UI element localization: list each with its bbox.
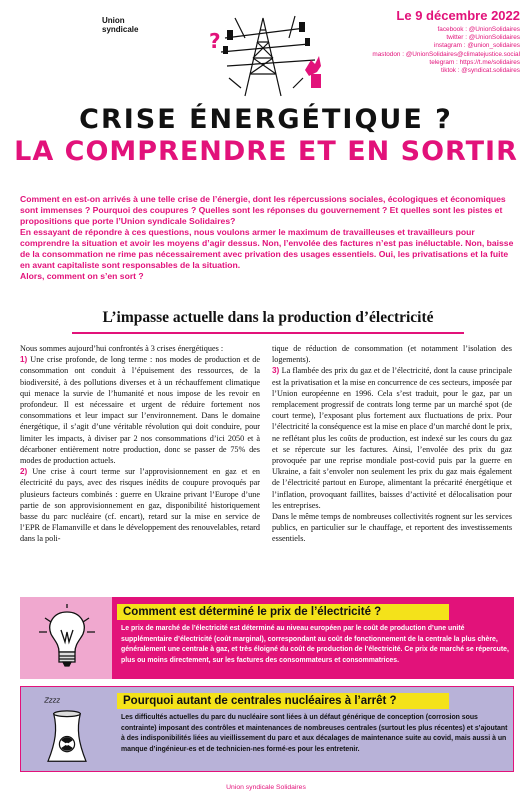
sleep-zzzz-label: Zzzz xyxy=(44,695,61,705)
closing-paragraph: Dans le même temps de nombreuses collectivités rognent sur les services publics, en particulier sur le chauffage, et reportent des investissements essentiels. xyxy=(272,512,512,544)
section-heading: L’impasse actuelle dans la production d’électricité xyxy=(72,308,464,334)
crisis-3 xyxy=(272,365,512,511)
social-links xyxy=(330,26,520,75)
column-right xyxy=(272,343,512,588)
title-line-1: CRISE ÉNERGÉTIQUE ? xyxy=(79,104,453,135)
intro-paragraph-1: Comment en est-on arrivés à une telle crise de l’énergie, dont les répercussions sociales, écologiques et économiques sont immenses ? Pourquoi des coupures ? Quelles sont les réponses du gouvernement ? Et quelles sont les pistes et propositions que porte l’Union syndicale Solidaires? xyxy=(20,194,506,226)
logo-union-syndicale: Union syndicale xyxy=(102,16,139,34)
date-block xyxy=(330,8,520,75)
logo-solidaires: Solidaires xyxy=(18,31,128,59)
nuclear-plant-icon xyxy=(25,691,109,765)
crisis-1-text: Une crise profonde, de long terme : nos modes de production et de consommation ont conduit à l’épuisement des ressources, de la biodiversité, à des pollutions diverses et à un réchauffement climatique qui menace la survie de l’humanité et nous impose de les revoir en profondeur. Il est nécessaire et urgent de réduire fortement nos consommations et leur impact sur l’environnement. Dans le domaine énergétique, il s’agit d’une véritable révolution qui doit conduire, pour limiter les impacts, à diviser par 2 nos consommations d’ici 2050 et à décarboner entièrement notre production, donc se passer de 75% des modes de production actuels. xyxy=(20,355,260,466)
crisis-2-continued: tique de réduction de consommation (et notamment l’isolation des logements). xyxy=(272,344,512,365)
title-line-2: LA COMPRENDRE ET EN SORTIR xyxy=(14,136,518,167)
intro-text xyxy=(20,194,514,282)
crisis-3-number: 3) xyxy=(272,366,280,376)
page-title xyxy=(0,104,532,168)
social-telegram[interactable]: telegram : https://t.me/solidaires xyxy=(429,58,520,66)
electricity-price-box xyxy=(20,597,514,679)
box2-heading: Pourquoi autant de centrales nucléaires à l’arrêt ? xyxy=(117,693,449,709)
crisis-2-text: Une crise à court terme sur l’approvisionnement en gaz et en électricité du pays, avec des risques inédits de coupure provoqués par plusieurs facteurs combinés : guerre en Ukraine privant l’Europe d’une partie de son approvisionnement en gaz, disponibilité historiquement basse du parc nucléaire (cf. encart), retard sur la mise en service de l’EPR de Flamanville et dans le développement des renouvelables, retard dans la poli- xyxy=(20,467,260,544)
box2-body: Les difficultés actuelles du parc du nucléaire sont liées à un défaut générique de conception (corrosion sous contrainte) imposant des contrôles et maintenances de nombreuses centrales (surtout les plus récentes) et s’ajoutant à des indisponibilités liées au vieillissement du parc et aux décalages de maintenance suite au covid, mais aussi à un manque d’ingénieur-es et de technicien-nes formé-es pour les entretenir. xyxy=(121,714,508,753)
solidaires-logo xyxy=(10,14,140,64)
lightbulb-icon xyxy=(25,602,109,676)
box1-body: Le prix de marché de l’électricité est déterminé au niveau européen par le coût de production d’une unité supplémentaire d’électricité (coût marginal), correspondant au coût de fonctionnement de la centrale la plus chère, généralement une centrale à gaz, et très éloigné du coût de production de l’électricité. Ce prix de marché se répercute, plus ou moins directement, sur les factures des consommateurs et consommatrices. xyxy=(121,625,509,664)
crisis-2 xyxy=(20,466,260,544)
intro-paragraph-2: En essayant de répondre à ces questions, nous voulons armer le maximum de travailleuses et travailleurs pour comprendre la situation et avoir les moyens d’agir dessus. Non, l’envolée des factures n’est pas inéluctable. Non, baisse de la consommation ne rime pas nécessairement avec privation des usages essentiels. Oui, les privatisations et la fuite en avant capitaliste sont responsables de la situation. xyxy=(20,227,514,270)
social-twitter[interactable]: twitter : @UnionSolidaires xyxy=(446,34,520,42)
social-tiktok[interactable]: tiktok : @syndicat.solidaires xyxy=(441,67,520,75)
crisis-3-text: La flambée des prix du gaz et de l’électricité, dont la cause principale est la privatisation et la mise en concurrence de ces secteurs, imposée par l’Union européenne en 1996. Cela s’est traduit, pour le gaz, par un remplacement progressif de contrats long terme par un marché spot (de court terme), l’exposant plus fortement aux fluctuations de prix. Pour l’électricité la conséquence est la mise en place d’un marché dont le prix, ne reflétant plus les coûts de production, est indexé sur les cours du gaz et se répercute sur les factures. Ainsi, l’envolée des prix du gaz provoquée par une reprise mondiale post-covid puis par la guerre en Ukraine, a fait s’envoler non seulement les prix du gaz mais également de l’électricité partout en Europe, alimentant la précarité énergétique et l’inflation, provoquant faillites, baisses d’activité et délocalisation pour les entreprises. xyxy=(272,366,512,510)
intro-paragraph-3: Alors, comment on s’en sort ? xyxy=(20,271,144,281)
pylon-illustration xyxy=(205,8,329,98)
crisis-2-number: 2) xyxy=(20,467,28,477)
publication-date: Le 9 décembre 2022 xyxy=(396,8,520,23)
social-facebook[interactable]: facebook : @UnionSolidaires xyxy=(437,26,520,33)
crisis-1-number: 1) xyxy=(20,355,28,365)
footer-text: Union syndicale Solidaires xyxy=(226,784,306,791)
social-mastodon[interactable]: mastodon : @UnionSolidaires@climatejustice.social xyxy=(372,50,520,58)
question-mark-icon: ? xyxy=(209,29,221,53)
crisis-1 xyxy=(20,354,260,466)
box1-heading: Comment est déterminé le prix de l’électricité ? xyxy=(117,604,449,620)
article-columns xyxy=(20,343,512,588)
nuclear-plants-box xyxy=(20,686,514,772)
social-instagram[interactable]: instagram : @union_solidaires xyxy=(433,42,520,50)
lead-sentence: Nous sommes aujourd’hui confrontés à 3 crises énergétiques : xyxy=(20,344,224,353)
column-left xyxy=(20,343,260,588)
